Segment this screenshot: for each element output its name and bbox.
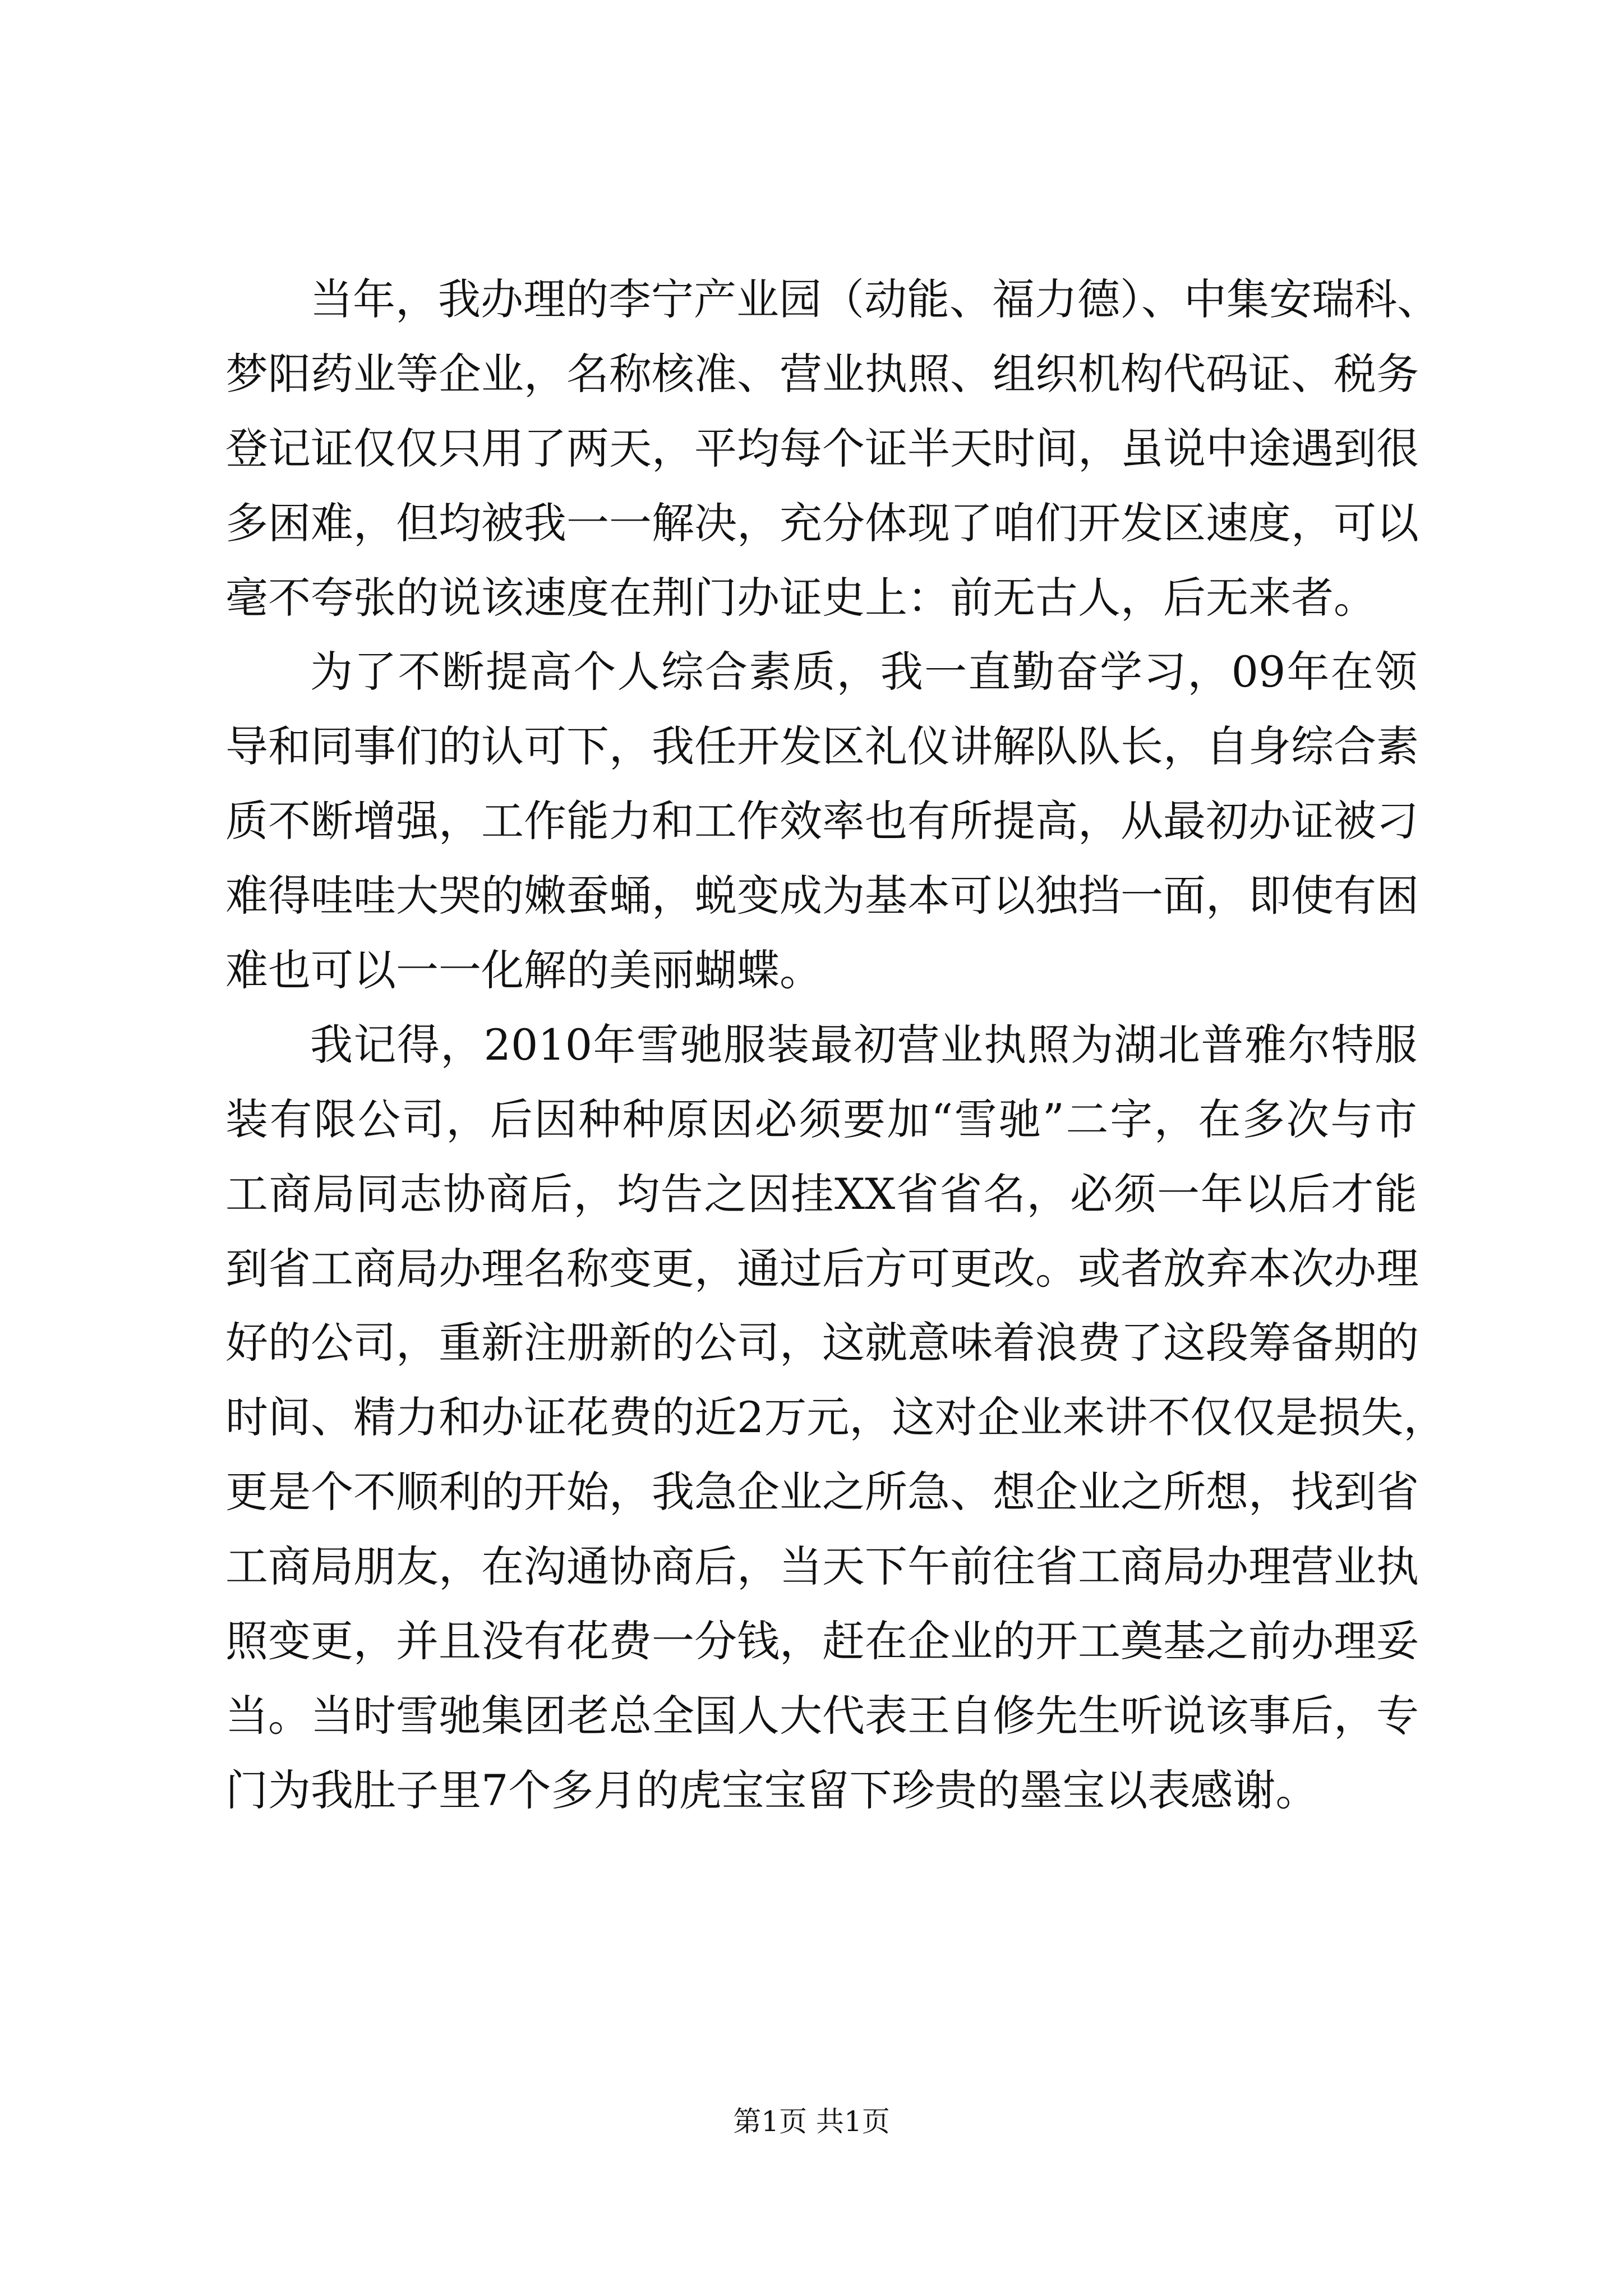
paragraph-3-line-8: 工商局朋友，在沟通协商后，当天下午前往省工商局办理营业执	[225, 1542, 1419, 1592]
paragraph-3-line-9: 照变更，并且没有花费一分钱，赶在企业的开工奠基之前办理妥	[225, 1616, 1419, 1667]
paragraph-3-line-5: 好的公司，重新注册新的公司，这就意味着浪费了这段筹备期的	[225, 1318, 1419, 1368]
paragraph-1-line-2: 梦阳药业等企业，名称核准、营业执照、组织机构代码证、税务	[225, 348, 1419, 399]
paragraph-2-line-2: 导和同事们的认可下，我任开发区礼仪讲解队队长，自身综合素	[225, 721, 1419, 772]
paragraph-1-line-4: 多困难，但均被我一一解决，充分体现了咱们开发区速度，可以	[225, 498, 1419, 548]
paragraph-1-line-3: 登记证仅仅只用了两天，平均每个证半天时间，虽说中途遇到很	[225, 423, 1419, 473]
paragraph-3-line-7: 更是个不顺利的开始，我急企业之所急、想企业之所想，找到省	[225, 1467, 1419, 1517]
paragraph-3-line-6: 时间、精力和办证花费的近2万元，这对企业来讲不仅仅是损失，	[225, 1392, 1446, 1443]
paragraph-3-line-1: 我记得，2010年雪驰服装最初营业执照为湖北普雅尔特服	[310, 1019, 1417, 1070]
page-footer: 第1页 共1页	[733, 2105, 890, 2138]
paragraph-1-line-5: 毫不夸张的说该速度在荆门办证史上：前无古人，后无来者。	[225, 572, 1376, 623]
document-body	[225, 263, 1446, 1828]
paragraph-3-line-2: 装有限公司，后因种种原因必须要加“雪驰”二字，在多次与市	[225, 1094, 1417, 1144]
paragraph-2-line-3: 质不断增强，工作能力和工作效率也有所提高，从最初办证被刁	[225, 796, 1419, 846]
paragraph-2-line-4: 难得哇哇大哭的嫩蚕蛹，蜕变成为基本可以独挡一面，即使有困	[225, 871, 1419, 921]
paragraph-3-line-11: 门为我肚子里7个多月的虎宝宝留下珍贵的墨宝以表感谢。	[225, 1765, 1318, 1815]
paragraph-3-line-3: 工商局同志协商后，均告之因挂XX省省名，必须一年以后才能	[225, 1168, 1417, 1219]
paragraph-2-line-1: 为了不断提高个人综合素质，我一直勤奋学习，09年在领	[310, 647, 1417, 697]
paragraph-1-line-1: 当年，我办理的李宁产业园（动能、福力德）、中集安瑞科、	[310, 274, 1440, 324]
paragraph-3-line-4: 到省工商局办理名称变更，通过后方可更改。或者放弃本次办理	[225, 1243, 1419, 1294]
paragraph-2-line-5: 难也可以一一化解的美丽蝴蝶。	[225, 945, 822, 996]
paragraph-3-line-10: 当。当时雪驰集团老总全国人大代表王自修先生听说该事后，专	[225, 1690, 1419, 1741]
